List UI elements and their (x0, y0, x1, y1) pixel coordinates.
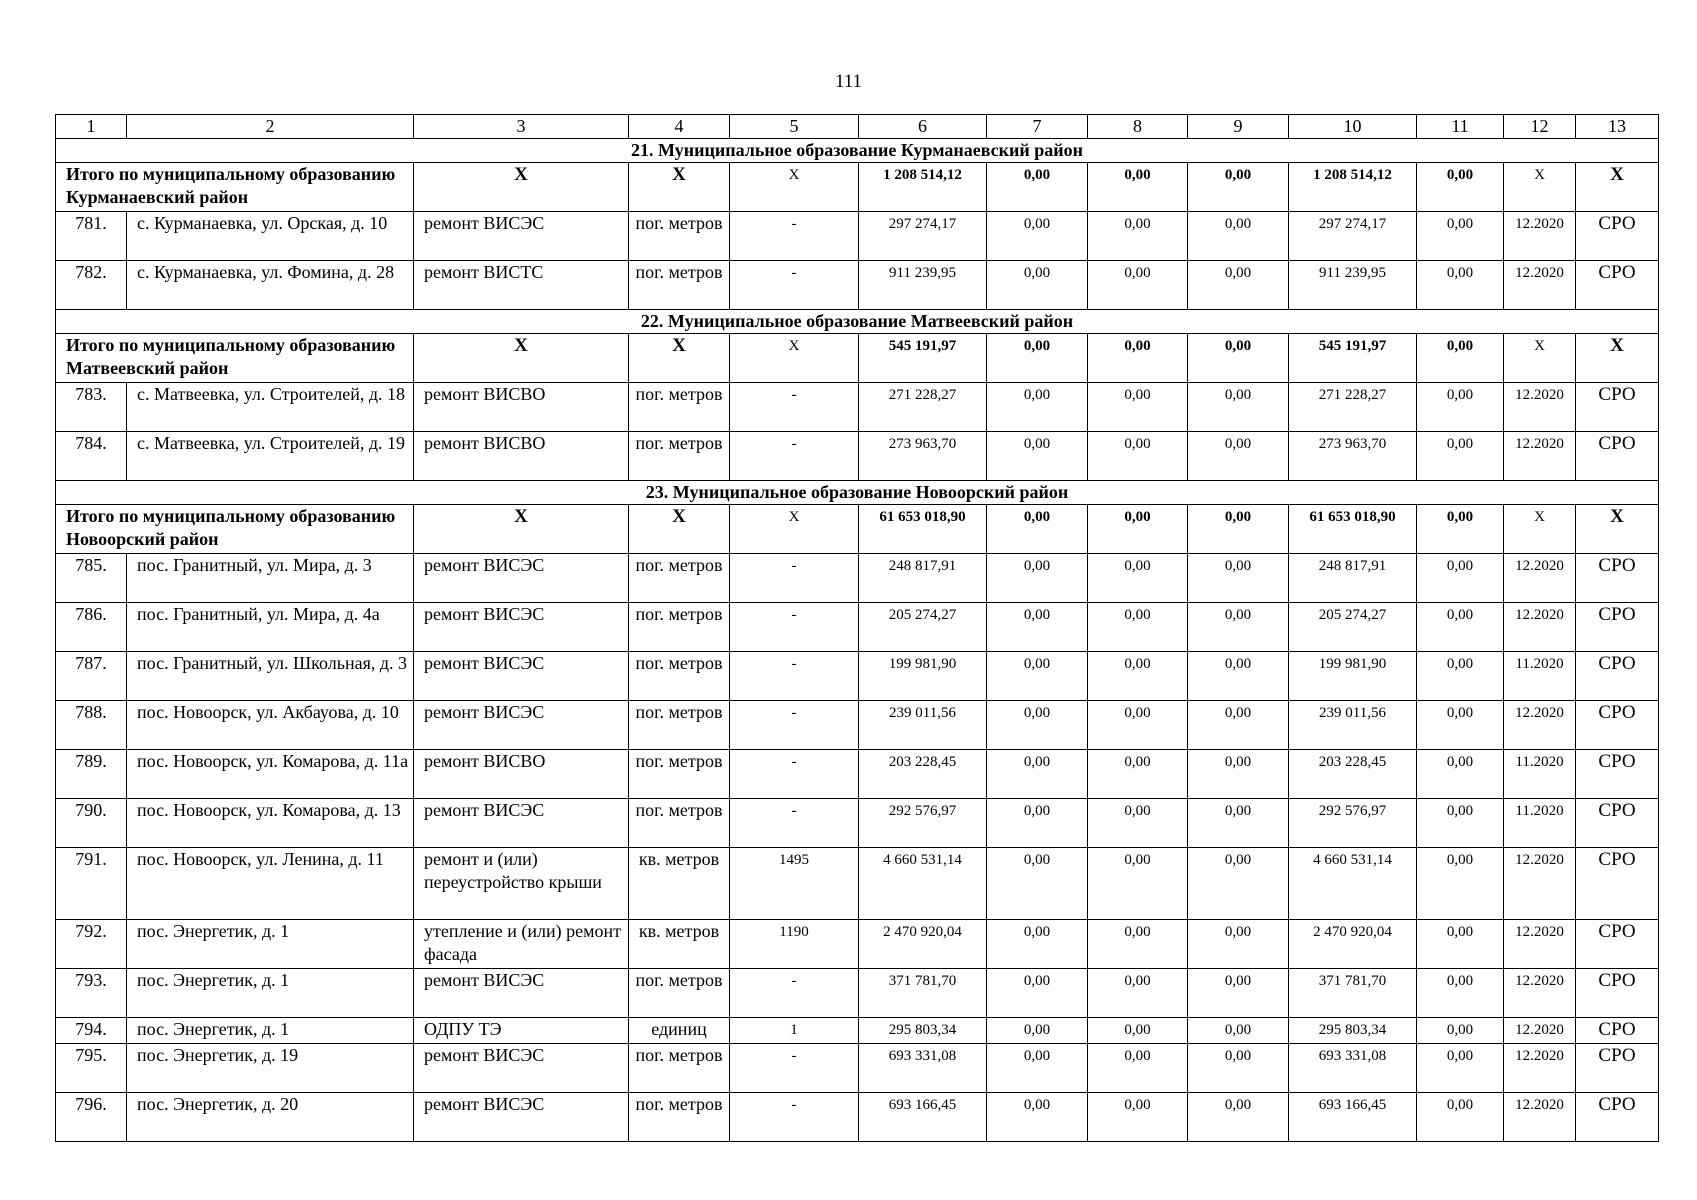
row-total-cost: 2 470 920,04 (859, 920, 987, 969)
total-volume-x: X (730, 334, 859, 383)
row-col10: 239 011,56 (1289, 701, 1417, 750)
column-header: 11 (1417, 115, 1504, 139)
row-col8: 0,00 (1088, 383, 1188, 432)
total-col7: 0,00 (987, 334, 1088, 383)
row-col10: 248 817,91 (1289, 554, 1417, 603)
row-total-cost: 292 576,97 (859, 799, 987, 848)
total-label: Итого по муниципальному образованию Новоорский район (56, 505, 414, 554)
row-unit: пог. метров (629, 969, 730, 1018)
table-row (56, 799, 1659, 848)
row-col10: 2 470 920,04 (1289, 920, 1417, 969)
total-col9: 0,00 (1188, 163, 1289, 212)
row-number: 791. (56, 848, 127, 920)
row-address: пос. Гранитный, ул. Школьная, д. 3 (127, 652, 414, 701)
row-total-cost: 693 166,45 (859, 1093, 987, 1142)
row-unit: пог. метров (629, 799, 730, 848)
row-work-type: ремонт ВИСЭС (414, 799, 629, 848)
row-total-cost: 203 228,45 (859, 750, 987, 799)
row-volume: - (730, 799, 859, 848)
row-total-cost: 239 011,56 (859, 701, 987, 750)
row-col7: 0,00 (987, 920, 1088, 969)
row-volume: - (730, 1044, 859, 1093)
row-date: 12.2020 (1504, 212, 1576, 261)
row-date: 12.2020 (1504, 383, 1576, 432)
row-work-type: ремонт и (или) переустройство крыши (414, 848, 629, 920)
row-volume: - (730, 261, 859, 310)
row-address: с. Матвеевка, ул. Строителей, д. 19 (127, 432, 414, 481)
table-row (56, 1093, 1659, 1142)
row-col11: 0,00 (1417, 652, 1504, 701)
row-col11: 0,00 (1417, 554, 1504, 603)
row-col7: 0,00 (987, 799, 1088, 848)
column-header: 12 (1504, 115, 1576, 139)
column-header: 3 (414, 115, 629, 139)
row-col11: 0,00 (1417, 383, 1504, 432)
row-col10: 371 781,70 (1289, 969, 1417, 1018)
row-col9: 0,00 (1188, 1093, 1289, 1142)
row-method: СРО (1576, 1093, 1659, 1142)
table-row (56, 750, 1659, 799)
row-total-cost: 199 981,90 (859, 652, 987, 701)
row-col11: 0,00 (1417, 212, 1504, 261)
row-work-type: ремонт ВИСВО (414, 383, 629, 432)
row-col8: 0,00 (1088, 1093, 1188, 1142)
row-col7: 0,00 (987, 212, 1088, 261)
total-cost: 1 208 514,12 (859, 163, 987, 212)
row-work-type: ремонт ВИСЭС (414, 554, 629, 603)
row-col10: 271 228,27 (1289, 383, 1417, 432)
row-number: 789. (56, 750, 127, 799)
row-col9: 0,00 (1188, 969, 1289, 1018)
row-address: с. Курманаевка, ул. Фомина, д. 28 (127, 261, 414, 310)
total-work-x: X (414, 334, 629, 383)
table-row (56, 1044, 1659, 1093)
total-unit-x: X (629, 163, 730, 212)
column-header: 2 (127, 115, 414, 139)
row-method: СРО (1576, 212, 1659, 261)
row-method: СРО (1576, 261, 1659, 310)
row-col7: 0,00 (987, 848, 1088, 920)
row-col7: 0,00 (987, 1093, 1088, 1142)
row-address: пос. Энергетик, д. 19 (127, 1044, 414, 1093)
row-number: 795. (56, 1044, 127, 1093)
row-volume: - (730, 603, 859, 652)
row-address: пос. Новоорск, ул. Комарова, д. 11а (127, 750, 414, 799)
total-col10: 1 208 514,12 (1289, 163, 1417, 212)
row-method: СРО (1576, 1018, 1659, 1044)
row-col9: 0,00 (1188, 432, 1289, 481)
row-col8: 0,00 (1088, 969, 1188, 1018)
row-volume: 1190 (730, 920, 859, 969)
row-col7: 0,00 (987, 432, 1088, 481)
row-col7: 0,00 (987, 1044, 1088, 1093)
total-volume-x: X (730, 505, 859, 554)
total-col11: 0,00 (1417, 163, 1504, 212)
row-col10: 911 239,95 (1289, 261, 1417, 310)
row-col8: 0,00 (1088, 701, 1188, 750)
row-col8: 0,00 (1088, 1018, 1188, 1044)
total-col9: 0,00 (1188, 505, 1289, 554)
row-date: 12.2020 (1504, 554, 1576, 603)
row-col9: 0,00 (1188, 701, 1289, 750)
row-total-cost: 4 660 531,14 (859, 848, 987, 920)
row-unit: пог. метров (629, 383, 730, 432)
row-col10: 273 963,70 (1289, 432, 1417, 481)
row-unit: пог. метров (629, 212, 730, 261)
row-number: 793. (56, 969, 127, 1018)
total-col7: 0,00 (987, 163, 1088, 212)
row-work-type: ремонт ВИСЭС (414, 652, 629, 701)
total-cost: 61 653 018,90 (859, 505, 987, 554)
table-row (56, 383, 1659, 432)
section-title: 23. Муниципальное образование Новоорский район (56, 481, 1659, 505)
row-number: 781. (56, 212, 127, 261)
row-volume: - (730, 652, 859, 701)
row-date: 12.2020 (1504, 920, 1576, 969)
row-col9: 0,00 (1188, 554, 1289, 603)
row-col9: 0,00 (1188, 799, 1289, 848)
total-work-x: X (414, 163, 629, 212)
row-work-type: ремонт ВИСЭС (414, 1044, 629, 1093)
row-col9: 0,00 (1188, 1018, 1289, 1044)
row-address: пос. Энергетик, д. 1 (127, 920, 414, 969)
row-number: 782. (56, 261, 127, 310)
section-title: 22. Муниципальное образование Матвеевский район (56, 310, 1659, 334)
table-row (56, 920, 1659, 969)
row-total-cost: 911 239,95 (859, 261, 987, 310)
row-col8: 0,00 (1088, 212, 1188, 261)
row-date: 12.2020 (1504, 1044, 1576, 1093)
row-col10: 199 981,90 (1289, 652, 1417, 701)
column-header: 13 (1576, 115, 1659, 139)
row-number: 792. (56, 920, 127, 969)
row-col8: 0,00 (1088, 432, 1188, 481)
row-number: 796. (56, 1093, 127, 1142)
column-header: 7 (987, 115, 1088, 139)
table-row (56, 1018, 1659, 1044)
table-body (56, 115, 1659, 1142)
row-col7: 0,00 (987, 554, 1088, 603)
total-col10: 61 653 018,90 (1289, 505, 1417, 554)
row-col11: 0,00 (1417, 750, 1504, 799)
row-col9: 0,00 (1188, 383, 1289, 432)
section-title-row (56, 310, 1659, 334)
row-work-type: ОДПУ ТЭ (414, 1018, 629, 1044)
row-col9: 0,00 (1188, 848, 1289, 920)
row-col11: 0,00 (1417, 261, 1504, 310)
row-method: СРО (1576, 383, 1659, 432)
row-col10: 297 274,17 (1289, 212, 1417, 261)
total-method-x: X (1576, 505, 1659, 554)
section-total-row (56, 505, 1659, 554)
row-work-type: ремонт ВИСЭС (414, 1093, 629, 1142)
row-unit: пог. метров (629, 701, 730, 750)
row-col9: 0,00 (1188, 1044, 1289, 1093)
row-total-cost: 295 803,34 (859, 1018, 987, 1044)
row-number: 790. (56, 799, 127, 848)
row-number: 784. (56, 432, 127, 481)
row-method: СРО (1576, 969, 1659, 1018)
row-col11: 0,00 (1417, 920, 1504, 969)
row-address: пос. Энергетик, д. 1 (127, 1018, 414, 1044)
total-date-x: X (1504, 163, 1576, 212)
row-work-type: ремонт ВИСЭС (414, 969, 629, 1018)
row-col10: 203 228,45 (1289, 750, 1417, 799)
section-total-row (56, 334, 1659, 383)
total-col8: 0,00 (1088, 334, 1188, 383)
row-work-type: ремонт ВИСЭС (414, 701, 629, 750)
row-unit: кв. метров (629, 848, 730, 920)
row-number: 783. (56, 383, 127, 432)
row-col9: 0,00 (1188, 652, 1289, 701)
row-unit: пог. метров (629, 750, 730, 799)
row-col8: 0,00 (1088, 261, 1188, 310)
row-unit: единиц (629, 1018, 730, 1044)
total-col8: 0,00 (1088, 163, 1188, 212)
row-col10: 4 660 531,14 (1289, 848, 1417, 920)
row-col10: 693 331,08 (1289, 1044, 1417, 1093)
row-method: СРО (1576, 432, 1659, 481)
row-address: пос. Новоорск, ул. Акбауова, д. 10 (127, 701, 414, 750)
row-unit: пог. метров (629, 1093, 730, 1142)
row-col9: 0,00 (1188, 603, 1289, 652)
row-volume: 1495 (730, 848, 859, 920)
row-col9: 0,00 (1188, 261, 1289, 310)
row-col7: 0,00 (987, 701, 1088, 750)
row-unit: пог. метров (629, 554, 730, 603)
row-col8: 0,00 (1088, 1044, 1188, 1093)
row-method: СРО (1576, 701, 1659, 750)
column-header: 5 (730, 115, 859, 139)
column-header: 6 (859, 115, 987, 139)
column-header: 1 (56, 115, 127, 139)
total-unit-x: X (629, 334, 730, 383)
column-header: 8 (1088, 115, 1188, 139)
table-row (56, 432, 1659, 481)
row-unit: пог. метров (629, 1044, 730, 1093)
row-date: 11.2020 (1504, 799, 1576, 848)
row-col7: 0,00 (987, 750, 1088, 799)
row-total-cost: 205 274,27 (859, 603, 987, 652)
total-col11: 0,00 (1417, 505, 1504, 554)
table-row (56, 701, 1659, 750)
total-col7: 0,00 (987, 505, 1088, 554)
row-total-cost: 371 781,70 (859, 969, 987, 1018)
row-date: 12.2020 (1504, 603, 1576, 652)
row-date: 12.2020 (1504, 1093, 1576, 1142)
row-number: 785. (56, 554, 127, 603)
row-col11: 0,00 (1417, 1093, 1504, 1142)
row-col10: 693 166,45 (1289, 1093, 1417, 1142)
table-row (56, 969, 1659, 1018)
row-col8: 0,00 (1088, 750, 1188, 799)
table-row (56, 212, 1659, 261)
row-volume: - (730, 1093, 859, 1142)
row-unit: пог. метров (629, 603, 730, 652)
row-col11: 0,00 (1417, 848, 1504, 920)
row-col10: 295 803,34 (1289, 1018, 1417, 1044)
row-col8: 0,00 (1088, 920, 1188, 969)
row-date: 11.2020 (1504, 750, 1576, 799)
row-method: СРО (1576, 554, 1659, 603)
row-work-type: ремонт ВИСЭС (414, 603, 629, 652)
row-col8: 0,00 (1088, 554, 1188, 603)
row-address: пос. Новоорск, ул. Комарова, д. 13 (127, 799, 414, 848)
row-work-type: ремонт ВИСВО (414, 750, 629, 799)
row-col8: 0,00 (1088, 848, 1188, 920)
section-total-row (56, 163, 1659, 212)
total-unit-x: X (629, 505, 730, 554)
page-number: 111 (834, 71, 863, 92)
row-number: 786. (56, 603, 127, 652)
total-cost: 545 191,97 (859, 334, 987, 383)
row-col9: 0,00 (1188, 920, 1289, 969)
row-total-cost: 271 228,27 (859, 383, 987, 432)
row-total-cost: 273 963,70 (859, 432, 987, 481)
column-header-row (56, 115, 1659, 139)
row-address: пос. Новоорск, ул. Ленина, д. 11 (127, 848, 414, 920)
column-header: 4 (629, 115, 730, 139)
row-address: пос. Энергетик, д. 1 (127, 969, 414, 1018)
row-work-type: ремонт ВИСЭС (414, 212, 629, 261)
row-unit: кв. метров (629, 920, 730, 969)
column-header: 10 (1289, 115, 1417, 139)
table-row (56, 848, 1659, 920)
row-col7: 0,00 (987, 603, 1088, 652)
table-row (56, 261, 1659, 310)
row-col8: 0,00 (1088, 652, 1188, 701)
row-method: СРО (1576, 603, 1659, 652)
row-unit: пог. метров (629, 652, 730, 701)
total-col10: 545 191,97 (1289, 334, 1417, 383)
row-number: 788. (56, 701, 127, 750)
row-col9: 0,00 (1188, 750, 1289, 799)
row-col8: 0,00 (1088, 799, 1188, 848)
row-volume: - (730, 701, 859, 750)
row-volume: - (730, 383, 859, 432)
total-col11: 0,00 (1417, 334, 1504, 383)
row-col7: 0,00 (987, 383, 1088, 432)
row-address: с. Курманаевка, ул. Орская, д. 10 (127, 212, 414, 261)
row-method: СРО (1576, 799, 1659, 848)
row-col11: 0,00 (1417, 1018, 1504, 1044)
row-volume: - (730, 554, 859, 603)
row-col8: 0,00 (1088, 603, 1188, 652)
row-date: 12.2020 (1504, 701, 1576, 750)
row-col11: 0,00 (1417, 432, 1504, 481)
row-col7: 0,00 (987, 969, 1088, 1018)
total-date-x: X (1504, 505, 1576, 554)
row-volume: - (730, 432, 859, 481)
total-label: Итого по муниципальному образованию Матвеевский район (56, 334, 414, 383)
row-col11: 0,00 (1417, 799, 1504, 848)
row-col11: 0,00 (1417, 969, 1504, 1018)
row-method: СРО (1576, 1044, 1659, 1093)
row-unit: пог. метров (629, 432, 730, 481)
column-header: 9 (1188, 115, 1289, 139)
table-row (56, 603, 1659, 652)
row-col11: 0,00 (1417, 1044, 1504, 1093)
row-date: 12.2020 (1504, 261, 1576, 310)
row-date: 12.2020 (1504, 1018, 1576, 1044)
row-col11: 0,00 (1417, 701, 1504, 750)
total-col8: 0,00 (1088, 505, 1188, 554)
row-work-type: ремонт ВИСВО (414, 432, 629, 481)
row-number: 787. (56, 652, 127, 701)
row-method: СРО (1576, 848, 1659, 920)
row-method: СРО (1576, 920, 1659, 969)
row-volume: - (730, 750, 859, 799)
total-date-x: X (1504, 334, 1576, 383)
row-total-cost: 693 331,08 (859, 1044, 987, 1093)
row-total-cost: 248 817,91 (859, 554, 987, 603)
row-col7: 0,00 (987, 261, 1088, 310)
capital-repair-table (55, 114, 1659, 1142)
row-date: 12.2020 (1504, 969, 1576, 1018)
row-work-type: утепление и (или) ремонт фасада (414, 920, 629, 969)
row-col9: 0,00 (1188, 212, 1289, 261)
row-col11: 0,00 (1417, 603, 1504, 652)
row-col7: 0,00 (987, 1018, 1088, 1044)
row-work-type: ремонт ВИСТС (414, 261, 629, 310)
row-date: 12.2020 (1504, 432, 1576, 481)
row-address: с. Матвеевка, ул. Строителей, д. 18 (127, 383, 414, 432)
row-method: СРО (1576, 652, 1659, 701)
section-title-row (56, 481, 1659, 505)
row-col10: 292 576,97 (1289, 799, 1417, 848)
row-date: 11.2020 (1504, 652, 1576, 701)
row-address: пос. Гранитный, ул. Мира, д. 3 (127, 554, 414, 603)
section-title: 21. Муниципальное образование Курманаевский район (56, 139, 1659, 163)
total-method-x: X (1576, 334, 1659, 383)
table-row (56, 652, 1659, 701)
total-work-x: X (414, 505, 629, 554)
row-volume: - (730, 212, 859, 261)
row-address: пос. Гранитный, ул. Мира, д. 4а (127, 603, 414, 652)
row-method: СРО (1576, 750, 1659, 799)
row-date: 12.2020 (1504, 848, 1576, 920)
row-col10: 205 274,27 (1289, 603, 1417, 652)
section-title-row (56, 139, 1659, 163)
row-volume: - (730, 969, 859, 1018)
row-total-cost: 297 274,17 (859, 212, 987, 261)
row-number: 794. (56, 1018, 127, 1044)
table-row (56, 554, 1659, 603)
row-address: пос. Энергетик, д. 20 (127, 1093, 414, 1142)
row-col7: 0,00 (987, 652, 1088, 701)
row-unit: пог. метров (629, 261, 730, 310)
total-col9: 0,00 (1188, 334, 1289, 383)
total-label: Итого по муниципальному образованию Курманаевский район (56, 163, 414, 212)
total-method-x: X (1576, 163, 1659, 212)
total-volume-x: X (730, 163, 859, 212)
row-volume: 1 (730, 1018, 859, 1044)
